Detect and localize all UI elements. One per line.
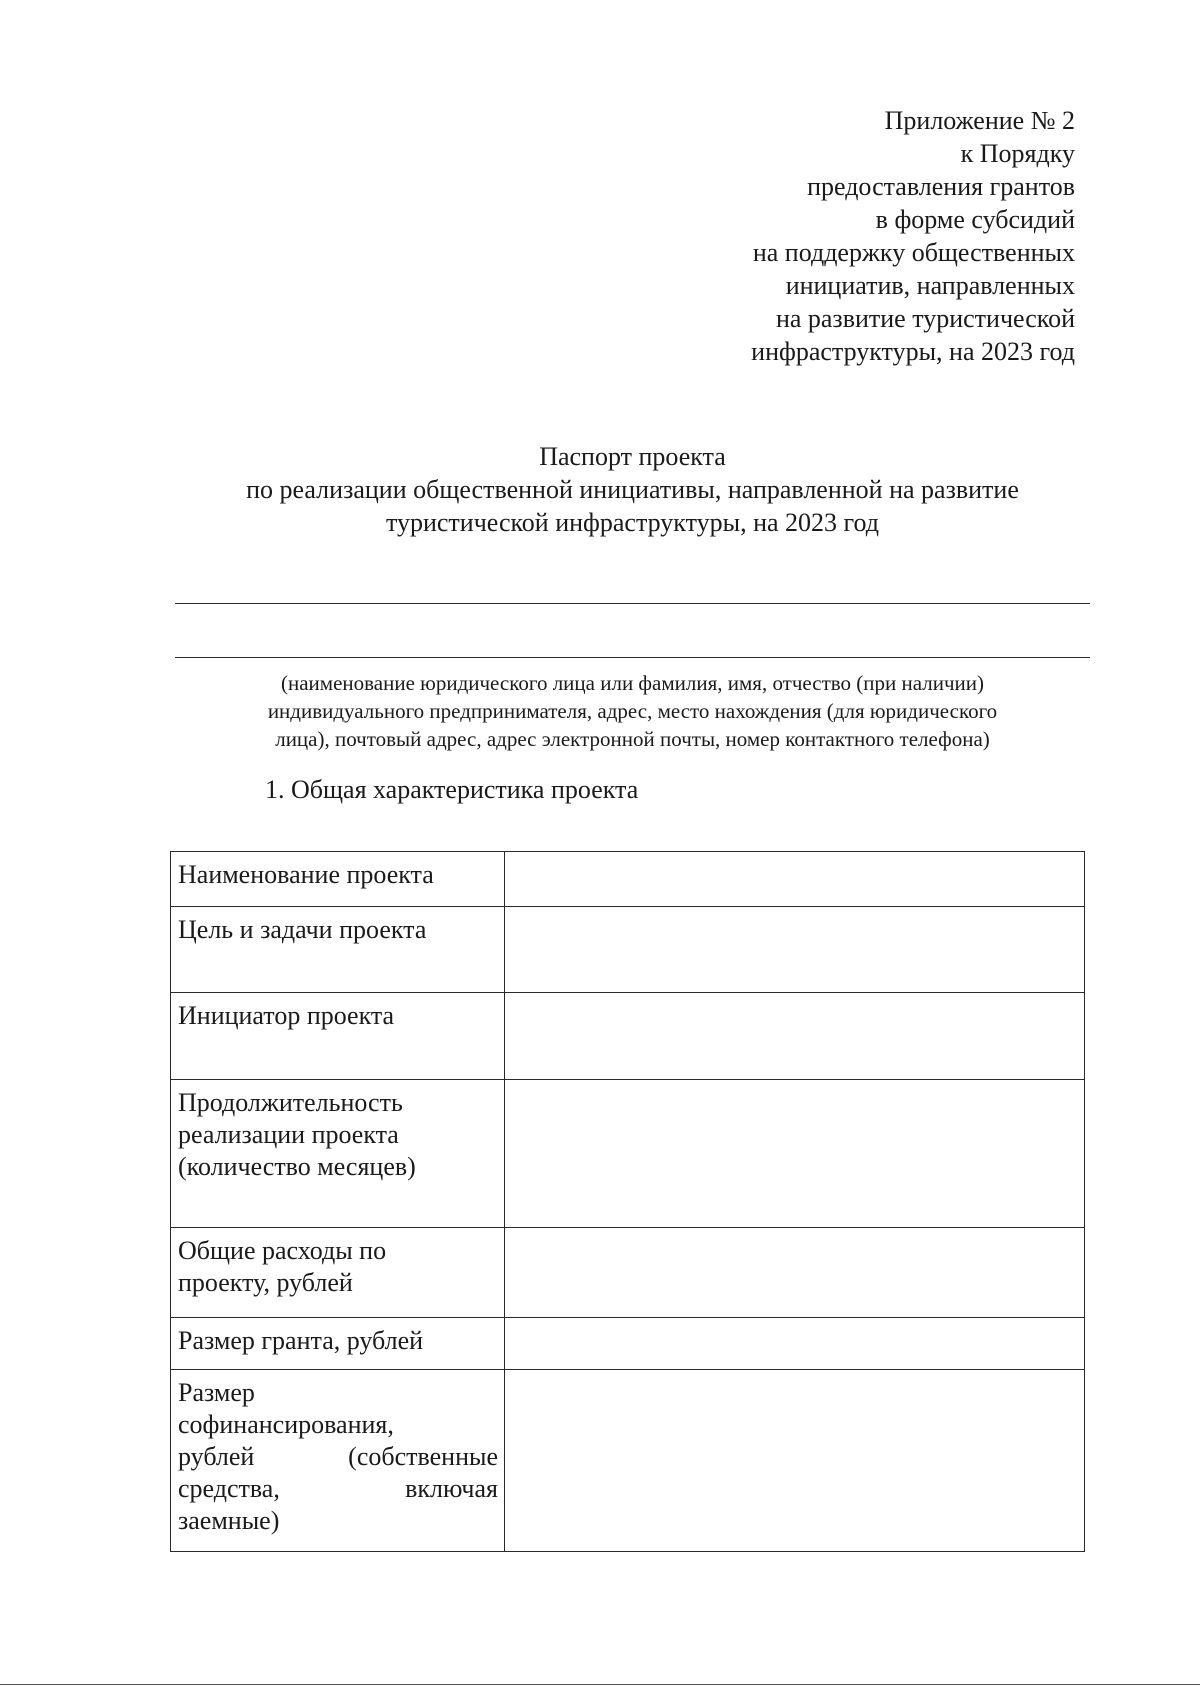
table-row xyxy=(171,852,1085,907)
caption-line: индивидуального предпринимателя, адрес, место нахождения (для юридического xyxy=(267,699,998,723)
appendix-line: инициатив, направленных xyxy=(785,271,1075,300)
table-row xyxy=(171,1080,1085,1228)
appendix-line: на развитие туристической xyxy=(775,304,1075,333)
section-heading: 1. Общая характеристика проекта xyxy=(265,775,639,804)
title-line: по реализации общественной инициативы, направленной на развитие xyxy=(246,475,1019,504)
appendix-line: инфраструктуры, на 2023 год xyxy=(751,337,1075,366)
fill-in-line xyxy=(175,603,1090,604)
appendix-line: в форме субсидий xyxy=(875,205,1075,234)
row-value xyxy=(505,1370,1085,1552)
row-label: Инициатор проекта xyxy=(171,993,505,1080)
document-title xyxy=(0,440,1200,539)
appendix-line: на поддержку общественных xyxy=(752,238,1075,267)
row-value xyxy=(505,1080,1085,1228)
row-value xyxy=(505,993,1085,1080)
row-label: Размер софинансирования, рублей (собственные средства, включая заемные) xyxy=(171,1370,505,1552)
appendix-header xyxy=(751,104,1075,368)
project-characteristics-table xyxy=(170,851,1085,1552)
row-label: Цель и задачи проекта xyxy=(171,907,505,993)
row-value xyxy=(505,907,1085,993)
table-row xyxy=(171,993,1085,1080)
row-value xyxy=(505,1318,1085,1370)
caption-line: лица), почтовый адрес, адрес электронной почты, номер контактного телефона) xyxy=(275,727,990,751)
row-label: Продолжительность реализации проекта (количество месяцев) xyxy=(171,1080,505,1228)
table-row xyxy=(171,1318,1085,1370)
appendix-line: к Порядку xyxy=(960,139,1075,168)
fill-in-line xyxy=(175,657,1090,658)
table-row xyxy=(171,907,1085,993)
row-value xyxy=(505,1228,1085,1318)
table-row xyxy=(171,1370,1085,1552)
row-value xyxy=(505,852,1085,907)
row-label: Размер гранта, рублей xyxy=(171,1318,505,1370)
row-label: Общие расходы по проекту, рублей xyxy=(171,1228,505,1318)
scan-edge-line xyxy=(0,1684,1200,1685)
title-line: Паспорт проекта xyxy=(539,442,726,471)
row-label: Наименование проекта xyxy=(171,852,505,907)
appendix-line: предоставления грантов xyxy=(807,172,1075,201)
caption-line: (наименование юридического лица или фамилия, имя, отчество (при наличии) xyxy=(281,671,984,695)
fill-in-caption xyxy=(195,669,1070,753)
table-row xyxy=(171,1228,1085,1318)
title-line: туристической инфраструктуры, на 2023 год xyxy=(385,508,880,537)
appendix-line: Приложение № 2 xyxy=(884,106,1075,135)
